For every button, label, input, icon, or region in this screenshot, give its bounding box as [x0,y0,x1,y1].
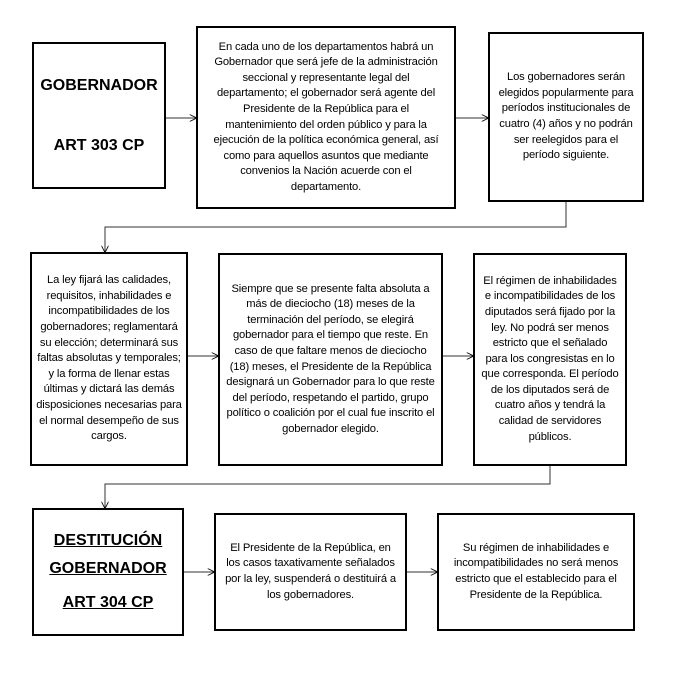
ley-text-box [30,252,188,466]
regimen-text-box [473,253,627,466]
falta-text-box [218,253,443,466]
arrow-eleccion-to-ley [105,202,566,252]
regimen-text: El régimen de inhabilidades e incompatibilidades de los diputados será fijado por la ley. No podrá ser menos estricto que el señalado para los congresistas en lo que corresponda. El período de los diputados será de cuatro años y tendrá la calidad de servidores públicos. [481,274,619,443]
eleccion-text: Los gobernadores serán elegidos popularmente para períodos institucionales de cuatro (4) años y no podrán ser reelegidos para el período siguiente. [498,71,634,162]
art-304-label: ART 304 CP [62,594,154,611]
art-303-label: ART 303 CP [53,136,145,154]
destitucion-title: DESTITUCIÓN [53,532,163,549]
gobernador-title: GOBERNADOR [40,76,158,94]
presidente-text: El Presidente de la República, en los casos taxativamente señalados por la ley, suspenderá o destituirá a los gobernadores. [225,541,396,601]
presidente-text-box [214,513,407,631]
art303-text: En cada uno de los departamentos habrá un Gobernador que será jefe de la administración seccional y representante legal del departamento; el gobernador será agente del Presidente de la República para el mantenimiento del orden público y para la ejecución de la política económica general, así como para aquellos asuntos que mediante convenios la Nación acuerde con el departamento. [213,40,439,193]
ley-text: La ley fijará las calidades, requisitos, inhabilidades e incompatibilidades de los gobernadores; reglamentará su elección; determinará sus faltas absolutas y temporales; y la forma de llenar estas últimas y dictará las demás disposiciones necesarias para el normal desempeño de sus cargos. [36,274,182,443]
eleccion-text-box [488,32,644,202]
destitucion-subtitle: GOBERNADOR [49,560,167,577]
falta-text: Siempre que se presente falta absoluta a más de dieciocho (18) meses de la terminación del período, se elegirá gobernador para el tiempo que reste. En caso de que faltare menos de dieciocho (18) meses, el Presidente de la República designará un Gobernador para lo que reste del período, respetando el partido, grupo político o coalición por el cual fue inscrito el gobernador elegido. [226,282,435,435]
art303-text-box [196,26,456,209]
arrow-regimen-to-destitucion [105,466,550,508]
destitucion-box [32,508,184,636]
su-regimen-text: Su régimen de inhabilidades e incompatibilidades no será menos estricto que el establecido para el Presidente de la República. [453,541,619,601]
gobernador-box [32,42,166,189]
su-regimen-text-box [437,513,635,631]
